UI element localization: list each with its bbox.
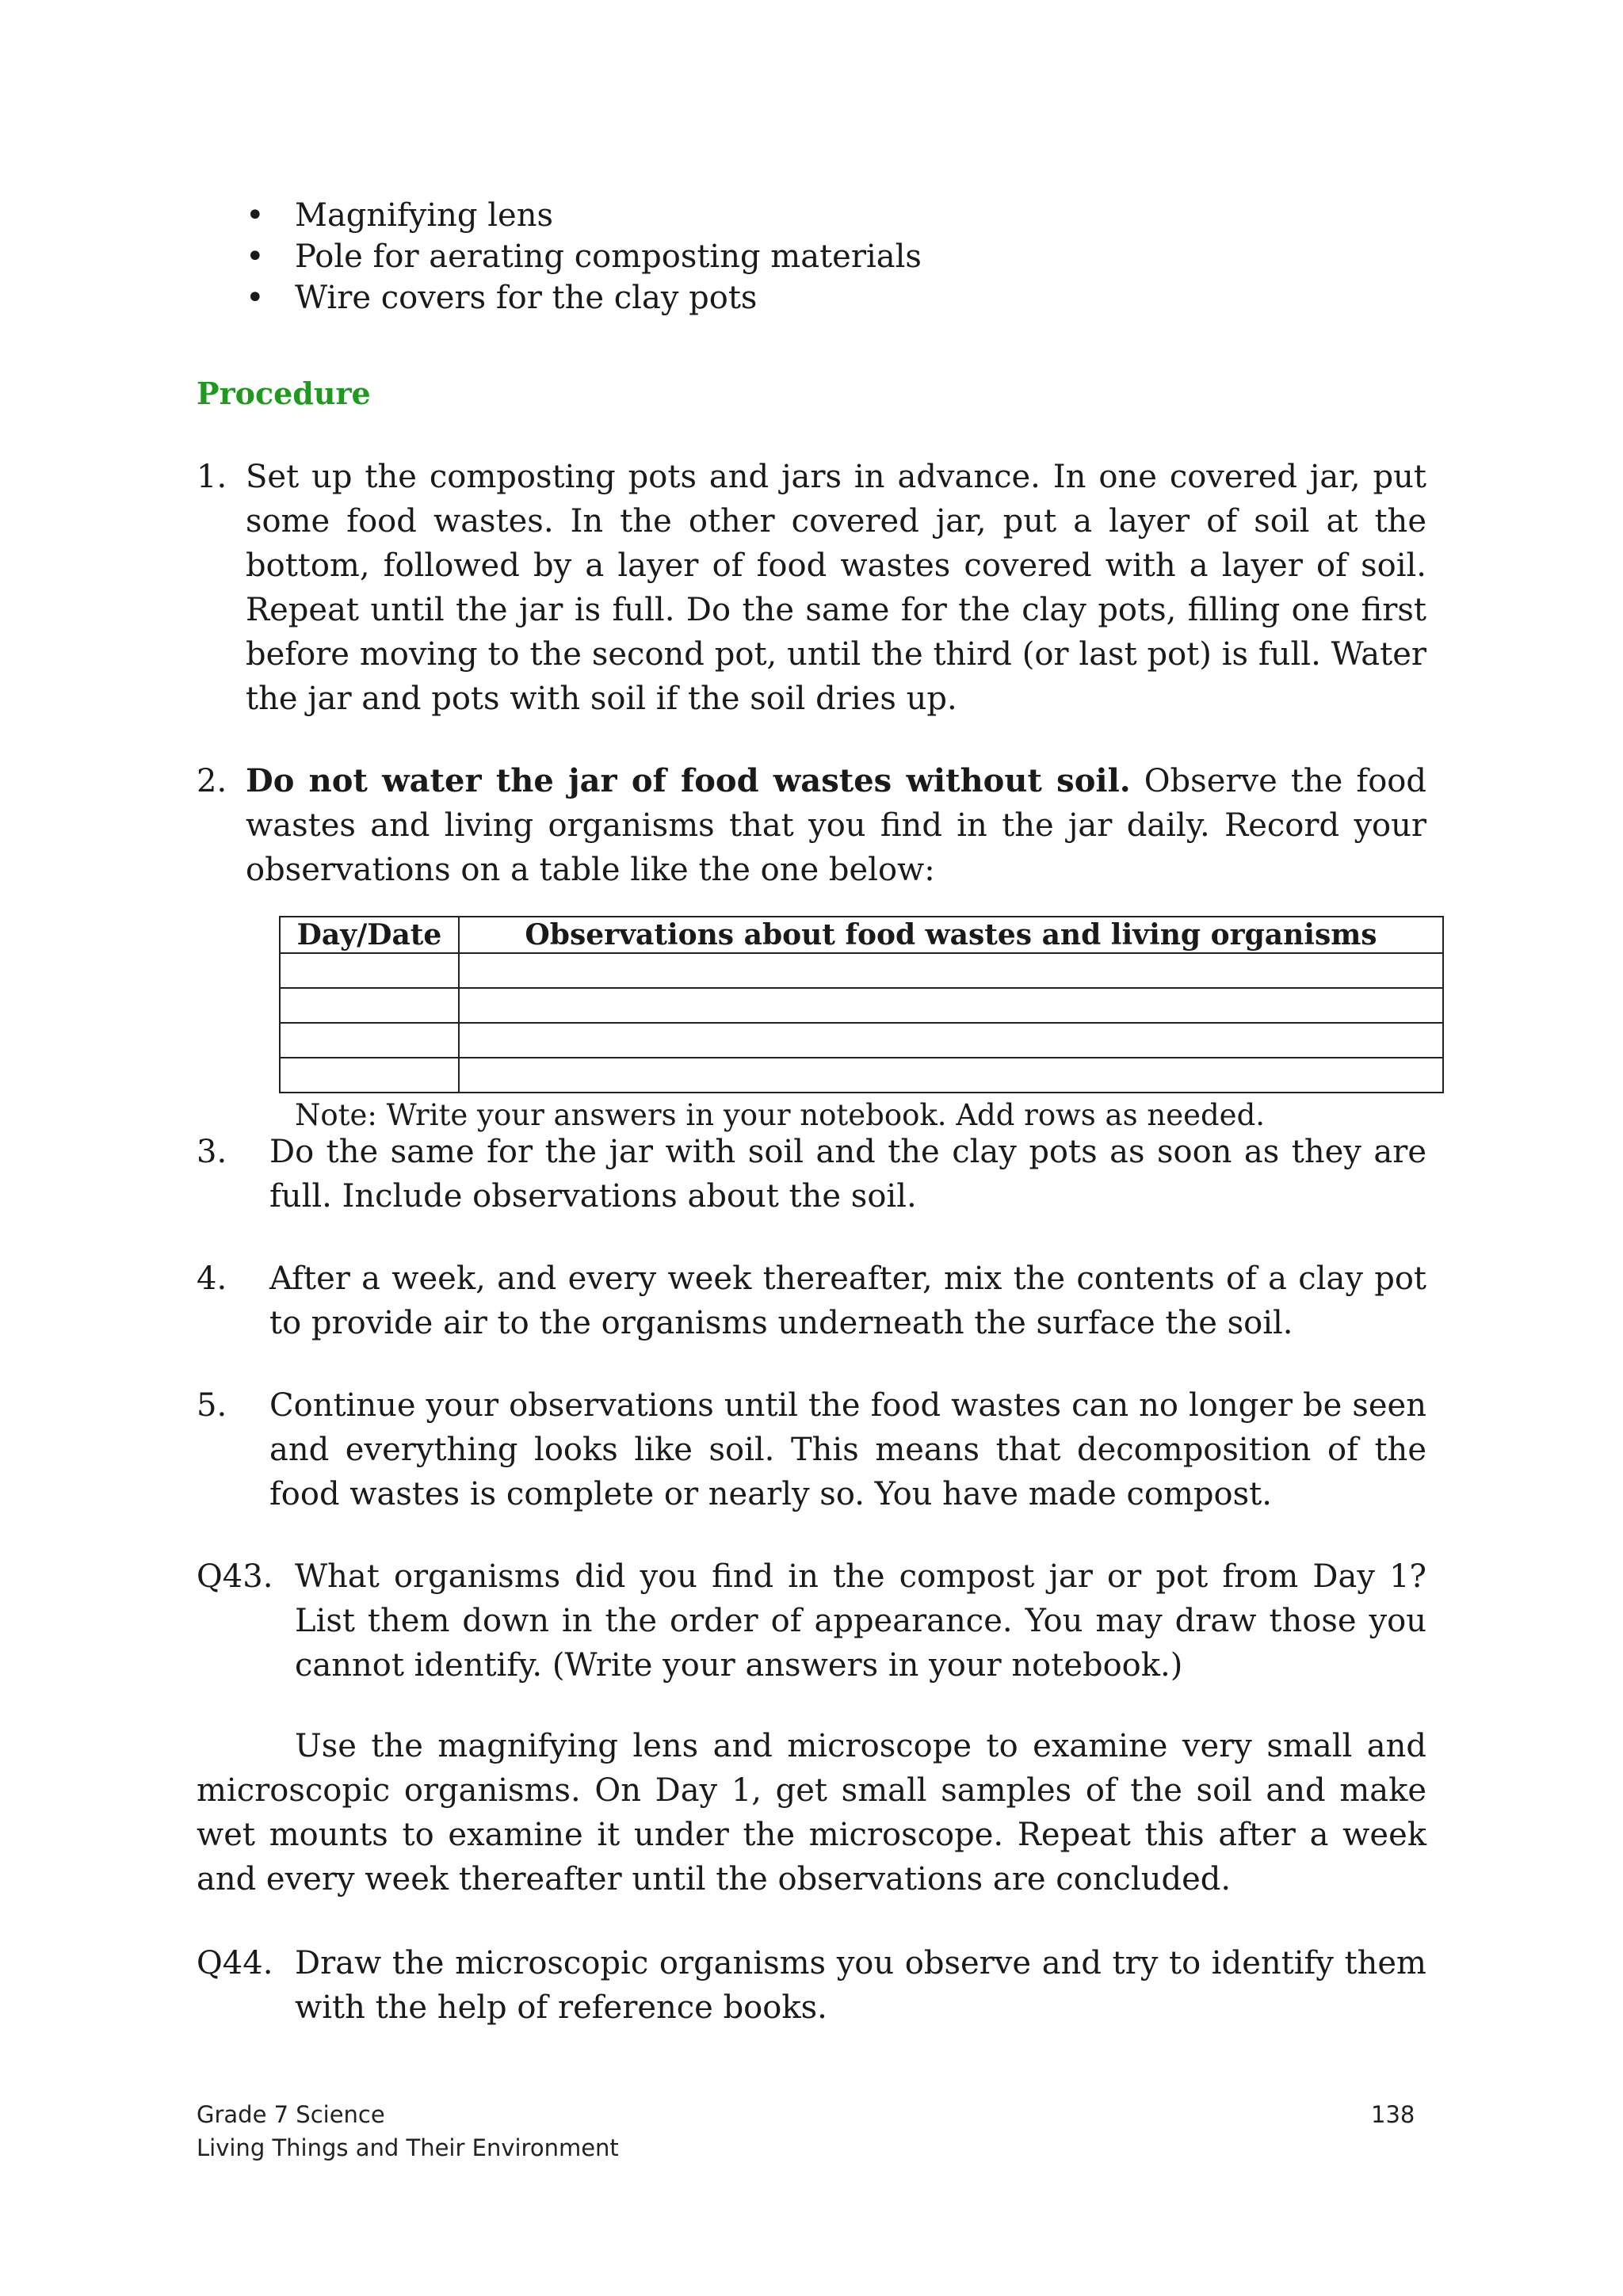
table-cell xyxy=(280,953,459,988)
question-text: Draw the microscopic organisms you observe and try to identify them with the help of reference books. xyxy=(295,1945,1426,2026)
step-text-rest: Observe the food wastes and living organisms that you find in the jar daily. Record your observations on a table like the one below: xyxy=(246,763,1426,888)
step-number: 3. xyxy=(197,1134,227,1170)
question-number: Q43. xyxy=(197,1558,273,1595)
procedure-step-2 xyxy=(197,759,1426,902)
table-cell xyxy=(280,988,459,1023)
question-number: Q44. xyxy=(197,1945,273,1981)
list-item: • Wire covers for the clay pots xyxy=(246,277,922,318)
step-number: 1. xyxy=(197,459,227,495)
footer-unit: Living Things and Their Environment xyxy=(197,2134,619,2161)
instruction-paragraph: Use the magnifying lens and microscope to examine very small and microscopic organisms. On Day 1, get small samples of the soil and make wet mounts to examine it under the microscope. Repeat this after a week and every week thereafter until the observations are concluded. xyxy=(197,1728,1426,1897)
procedure-step-4 xyxy=(197,1257,1426,1352)
table-cell xyxy=(280,1058,459,1093)
question-text: What organisms did you find in the compost jar or pot from Day 1? List them down in the order of appearance. You may draw those you cannot identify. (Write your answers in your notebook.) xyxy=(295,1558,1426,1684)
materials-list xyxy=(246,195,922,318)
question-q43 xyxy=(197,1554,1426,1697)
step-text xyxy=(246,759,1426,892)
step-number: 4. xyxy=(197,1261,227,1297)
table-cell xyxy=(280,1023,459,1058)
question-q44 xyxy=(197,1941,1426,2036)
table-cell xyxy=(459,953,1443,988)
procedure-step-5 xyxy=(197,1383,1426,1526)
table-row xyxy=(280,1023,1443,1058)
table-cell xyxy=(459,1058,1443,1093)
procedure-step-3 xyxy=(197,1130,1426,1225)
page-number: 138 xyxy=(1371,2101,1415,2128)
table-header-row xyxy=(280,917,1443,953)
procedure-heading: Procedure xyxy=(197,376,371,411)
list-item: • Pole for aerating composting materials xyxy=(246,236,922,277)
step-warning: Do not water the jar of food wastes without soil. xyxy=(246,762,1131,799)
table-row xyxy=(280,953,1443,988)
table-row xyxy=(280,1058,1443,1093)
table-cell xyxy=(459,988,1443,1023)
step-number: 2. xyxy=(197,763,227,799)
step-text: Continue your observations until the food wastes can no longer be seen and everything looks like soil. This means that decomposition of the food wastes is complete or nearly so. You have made compost. xyxy=(269,1387,1426,1512)
procedure-step-1 xyxy=(197,455,1426,724)
column-header-day-date: Day/Date xyxy=(280,917,459,953)
observation-table xyxy=(279,916,1444,1093)
step-text: After a week, and every week thereafter, mix the contents of a clay pot to provide air to the organisms underneath the surface the soil. xyxy=(269,1261,1426,1341)
column-header-observations: Observations about food wastes and living organisms xyxy=(459,917,1443,953)
footer-course: Grade 7 Science xyxy=(197,2101,385,2128)
list-item: • Magnifying lens xyxy=(246,195,922,236)
step-number: 5. xyxy=(197,1387,227,1424)
table-row xyxy=(280,988,1443,1023)
step-text: Do the same for the jar with soil and the clay pots as soon as they are full. Include observations about the soil. xyxy=(269,1134,1426,1215)
step-text: Set up the composting pots and jars in advance. In one covered jar, put some food wastes. In the other covered jar, put a layer of soil at the bottom, followed by a layer of food wastes covered with a layer of soil. Repeat until the jar is full. Do the same for the clay pots, filling one first before moving to the second pot, until the third (or last pot) is full. Water the jar and pots with soil if the soil dries up. xyxy=(246,459,1426,717)
table-cell xyxy=(459,1023,1443,1058)
table-note: Note: Write your answers in your notebook. Add rows as needed. xyxy=(295,1098,1266,1132)
